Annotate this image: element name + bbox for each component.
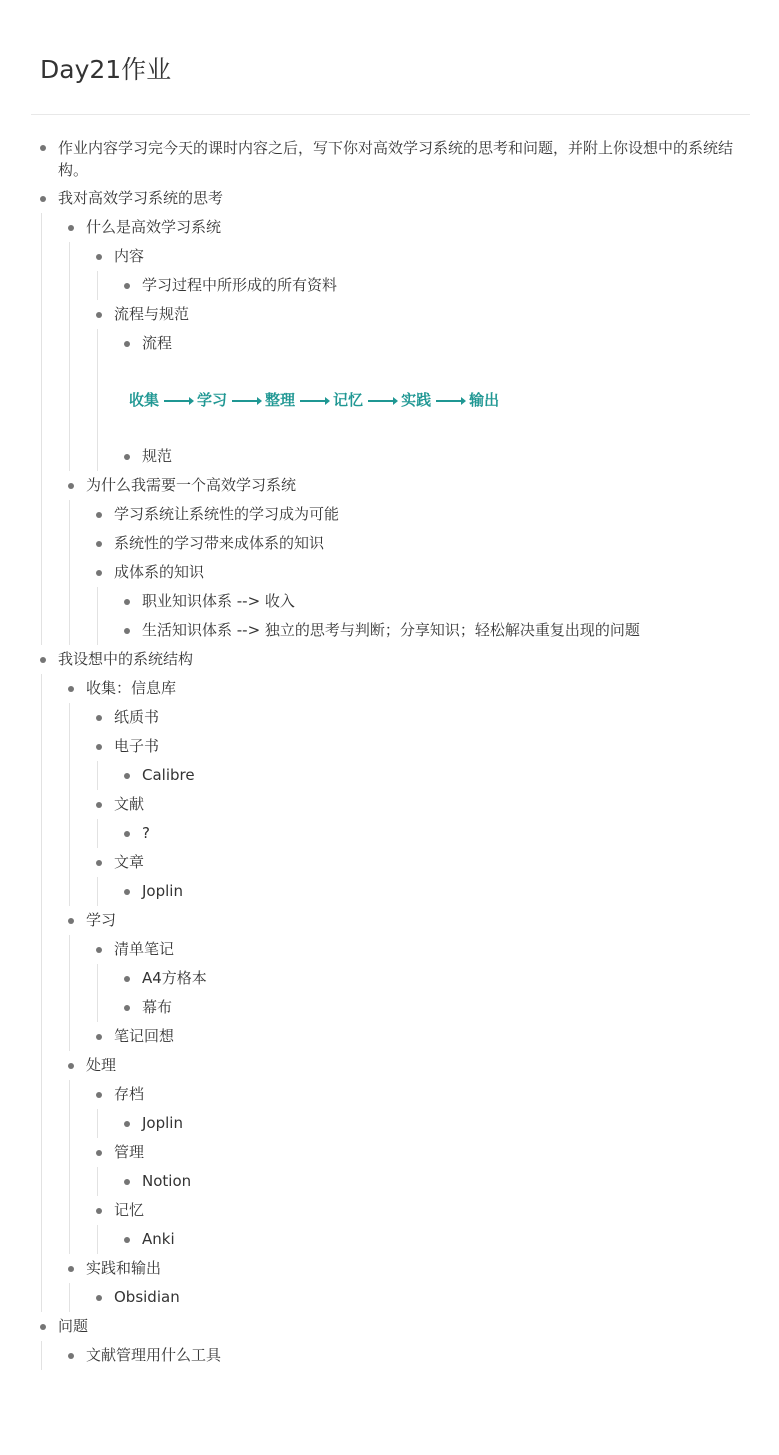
outline-item-row[interactable] — [86, 1254, 779, 1283]
outline-item — [70, 242, 779, 300]
outline-item — [70, 300, 779, 471]
outline-item-text: 纸质书 — [114, 708, 160, 726]
outline-item-text: 作业内容学习完今天的课时内容之后，写下你对高效学习系统的思考和问题，并附上你设想中的系统结构。 — [58, 139, 734, 179]
outline-item-text: 生活知识体系 --> 独立的思考与判断；分享知识；轻松解决重复出现的问题 — [142, 621, 640, 639]
outline-item-text: 系统性的学习带来成体系的知识 — [114, 534, 325, 552]
flow-step: 记忆 — [333, 390, 364, 409]
outline-item-text: 学习过程中所形成的所有资料 — [142, 276, 338, 294]
flow-step: 收集 — [129, 390, 160, 409]
outline-item — [70, 732, 779, 790]
outline-item-row[interactable] — [142, 761, 779, 790]
outline-item-text: 为什么我需要一个高效学习系统 — [86, 476, 297, 494]
outline-item-row[interactable] — [86, 471, 779, 500]
outline-sub-list — [41, 674, 779, 1312]
outline-item — [98, 1225, 779, 1254]
outline-sub-list — [69, 703, 779, 906]
flow-step: 整理 — [265, 390, 296, 409]
outline-item-text: 流程与规范 — [114, 305, 190, 323]
outline-item-text: 学习 — [86, 911, 117, 929]
outline-item-row[interactable] — [114, 242, 779, 271]
outline-item — [98, 442, 779, 471]
flow-step: 实践 — [401, 390, 432, 409]
outline-sub-list — [69, 1283, 779, 1312]
outline-item — [70, 1080, 779, 1138]
outline-item-text: 文章 — [114, 853, 145, 871]
outline-item-text: 记忆 — [114, 1201, 145, 1219]
outline-item-row[interactable] — [114, 848, 779, 877]
outline-item-row[interactable] — [58, 1312, 779, 1341]
outline-item-row[interactable] — [86, 213, 779, 242]
outline-item-row[interactable] — [86, 1051, 779, 1080]
outline-item-row[interactable] — [58, 184, 779, 213]
outline-item-text: Joplin — [142, 1114, 183, 1132]
outline-item-text: 电子书 — [114, 737, 160, 755]
outline-item-row[interactable] — [114, 732, 779, 761]
flow-arrow-icon — [300, 400, 328, 402]
outline-item — [70, 848, 779, 906]
outline-item-text: 规范 — [142, 447, 173, 465]
outline-sub-list — [69, 1080, 779, 1254]
outline-item — [70, 529, 779, 558]
outline-item — [0, 133, 779, 184]
outline-item-row[interactable] — [142, 964, 779, 993]
outline-item-text: Joplin — [142, 882, 183, 900]
outline-item — [42, 1051, 779, 1254]
outline-sub-list — [97, 964, 779, 1022]
outline-item — [42, 1254, 779, 1312]
outline-item-row[interactable] — [142, 329, 779, 358]
outline-item-row[interactable] — [114, 558, 779, 587]
outline-item — [42, 471, 779, 645]
outline-item-text: Obsidian — [114, 1288, 180, 1306]
outline-item-text: 收集：信息库 — [86, 679, 177, 697]
outline-item — [70, 558, 779, 645]
outline-item-row[interactable] — [114, 500, 779, 529]
outline-item-row[interactable] — [142, 587, 779, 616]
outline-item — [70, 1196, 779, 1254]
outline-item-text: 管理 — [114, 1143, 145, 1161]
outline-item-text: Anki — [142, 1230, 175, 1248]
outline-sub-list — [97, 1225, 779, 1254]
outline-item — [70, 1022, 779, 1051]
outline-item-text: 文献管理用什么工具 — [86, 1346, 222, 1364]
outline-sub-list — [97, 761, 779, 790]
outline-item — [98, 1167, 779, 1196]
outline-item — [42, 674, 779, 906]
outline-item-text: A4方格本 — [142, 969, 207, 987]
outline-sub-list — [69, 500, 779, 645]
outline-sub-list — [97, 587, 779, 645]
outline-item — [70, 1138, 779, 1196]
outline-item — [98, 964, 779, 993]
outline-item — [98, 329, 779, 442]
outline-item — [0, 1312, 779, 1370]
outline-item-row[interactable] — [142, 877, 779, 906]
outline-item — [0, 645, 779, 1312]
outline-item-row[interactable] — [114, 529, 779, 558]
outline-item-row[interactable] — [142, 442, 779, 471]
outline-item — [98, 877, 779, 906]
outline-item — [98, 1109, 779, 1138]
outline-item-text: 内容 — [114, 247, 145, 265]
outline-sub-list — [97, 1109, 779, 1138]
outline-sub-list — [69, 935, 779, 1051]
outline-item-row[interactable] — [114, 1138, 779, 1167]
outline-item-text: 我对高效学习系统的思考 — [58, 189, 224, 207]
outline-item-text: ? — [142, 824, 150, 842]
outline-sub-list — [41, 213, 779, 645]
outline-item — [70, 935, 779, 1022]
outline-item-text: 流程 — [142, 334, 173, 352]
outline-root-list — [0, 133, 779, 1370]
outline-item-row[interactable] — [114, 300, 779, 329]
flow-arrow-icon — [164, 400, 192, 402]
outline-item — [42, 1341, 779, 1370]
outline-item-row[interactable] — [114, 1022, 779, 1051]
outline-item-row[interactable] — [142, 993, 779, 1022]
outline-item-row[interactable] — [114, 935, 779, 964]
outline-item — [98, 271, 779, 300]
outline-item-row[interactable] — [142, 1225, 779, 1254]
outline-sub-list — [97, 819, 779, 848]
outline-sub-list — [69, 242, 779, 471]
outline-item — [98, 819, 779, 848]
outline-item — [70, 1283, 779, 1312]
outline-item-row[interactable] — [114, 1283, 779, 1312]
outline-item — [42, 213, 779, 471]
outline-sub-list — [97, 877, 779, 906]
outline-item-row[interactable] — [142, 616, 779, 645]
outline-item — [98, 587, 779, 616]
outline-item-text: 实践和输出 — [86, 1259, 162, 1277]
outline-item-row[interactable] — [142, 271, 779, 300]
outline-item-row[interactable] — [114, 790, 779, 819]
outline-item-text: 成体系的知识 — [114, 563, 205, 581]
title-divider — [31, 114, 750, 115]
flow-arrow-icon — [436, 400, 464, 402]
outline-item-row[interactable] — [58, 133, 779, 184]
outline-item-text: 存档 — [114, 1085, 145, 1103]
outline-item-row[interactable] — [114, 1196, 779, 1225]
outline-sub-list — [41, 1341, 779, 1370]
outline-item-text: 幕布 — [142, 998, 173, 1016]
outline-item — [70, 790, 779, 848]
outline-item-text: Calibre — [142, 766, 195, 784]
outline-item-text: 问题 — [58, 1317, 89, 1335]
outline-item — [70, 500, 779, 529]
outline-item-row[interactable] — [114, 703, 779, 732]
flow-step: 学习 — [197, 390, 228, 409]
outline-item-row[interactable] — [58, 645, 779, 674]
outline-item-row[interactable] — [86, 674, 779, 703]
outline-item-row[interactable] — [142, 819, 779, 848]
outline-item-text: 处理 — [86, 1056, 117, 1074]
outline-item-text: 职业知识体系 --> 收入 — [142, 592, 295, 610]
outline-item — [42, 906, 779, 1051]
outline-item-text: 学习系统让系统性的学习成为可能 — [114, 505, 340, 523]
flow-arrow-icon — [368, 400, 396, 402]
outline-item-row[interactable] — [142, 1167, 779, 1196]
outline-item — [98, 993, 779, 1022]
flow-arrow-icon — [232, 400, 260, 402]
outline-item-text: 什么是高效学习系统 — [86, 218, 222, 236]
outline-sub-list — [97, 329, 779, 471]
outline-item-text: 清单笔记 — [114, 940, 175, 958]
outline-item — [98, 616, 779, 645]
outline-item-text: 文献 — [114, 795, 145, 813]
outline-item — [0, 184, 779, 645]
outline-item-text: 笔记回想 — [114, 1027, 175, 1045]
outline-item-text: Notion — [142, 1172, 192, 1190]
outline-item — [70, 703, 779, 732]
outline-item-row[interactable] — [142, 1109, 779, 1138]
outline-sub-list — [97, 1167, 779, 1196]
process-flow-diagram — [129, 358, 779, 442]
page-title: Day21作业 — [40, 55, 172, 84]
outline-item-text: 我设想中的系统结构 — [58, 650, 194, 668]
outline-item-row[interactable] — [86, 906, 779, 935]
outline-item-row[interactable] — [86, 1341, 779, 1370]
outline-tree — [0, 133, 779, 1370]
outline-sub-list — [97, 271, 779, 300]
outline-item — [98, 761, 779, 790]
flow-step: 输出 — [469, 390, 500, 409]
outline-item-row[interactable] — [114, 1080, 779, 1109]
